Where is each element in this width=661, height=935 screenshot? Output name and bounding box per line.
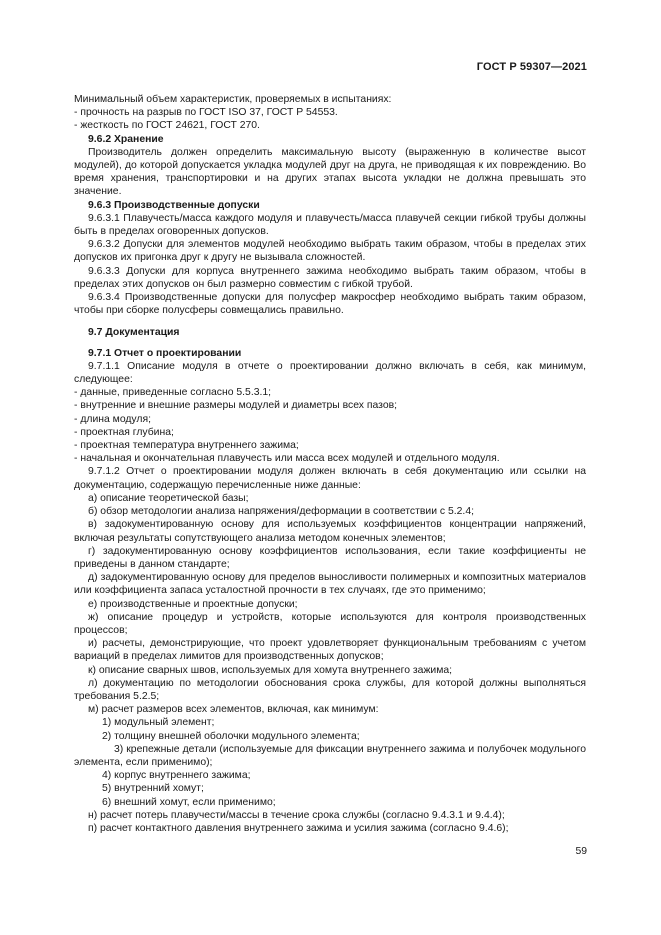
list-item: е) производственные и проектные допуски; [88, 598, 298, 610]
paragraph: 9.7.1.2 Отчет о проектировании модуля должен включать в себя документацию или ссылки на документацию, содержащую перечисленные ниже данные: [74, 466, 586, 491]
paragraph: Производитель должен определить максимальную высоту (выраженную в количестве высот модулей), до которой допускается укладка модулей друг на друга, не приводящая к их повреждению. Во время хранения, транспортировки и на других этапах высота укладки не должна превышать это значение. [74, 146, 586, 198]
page-number: 59 [575, 846, 587, 857]
list-item: п) расчет контактного давления внутреннего зажима и усилия зажима (согласно 9.4.6); [88, 822, 509, 834]
sub-list-item: 6) внешний хомут, если применимо; [102, 796, 276, 808]
list-item: - данные, приведенные согласно 5.5.3.1; [74, 387, 272, 399]
list-item: м) расчет размеров всех элементов, включая, как минимум: [88, 704, 379, 716]
list-item: д) задокументированную основу для пределов выносливости полимерных и композитных материалов или коэффициента запаса усталостной прочности в тех случаях, где это применимо; [74, 572, 586, 597]
list-item: л) документацию по методологии обоснования срока службы, для которой должны выполняться требования 5.2.5; [74, 677, 586, 702]
list-item: - проектная температура внутреннего зажима; [74, 440, 299, 452]
section-heading: 9.6.3 Производственные допуски [88, 199, 260, 211]
sub-list-item: 1) модульный элемент; [102, 717, 215, 729]
list-item: - внутренние и внешние размеры модулей и диаметры всех пазов; [74, 400, 398, 412]
list-item: - начальная и окончательная плавучесть или масса всех модулей и отдельного модуля. [74, 453, 500, 465]
list-item: - длина модуля; [74, 413, 151, 425]
list-item: к) описание сварных швов, используемых для хомута внутреннего зажима; [88, 664, 453, 676]
section-heading: 9.7.1 Отчет о проектировании [88, 347, 242, 359]
list-item: в) задокументированную основу для используемых коэффициентов концентрации напряжений, включая результаты сопутствующего анализа методом конечных элементов; [74, 519, 586, 544]
section-heading: 9.6.2 Хранение [88, 133, 164, 145]
document-body [74, 93, 586, 835]
list-item: - прочность на разрыв по ГОСТ ISO 37, ГОСТ Р 54553. [74, 107, 338, 119]
sub-list-item: 5) внутренний хомут; [102, 783, 204, 795]
list-item: ж) описание процедур и устройств, которые используются для контроля производственных процессов; [74, 611, 586, 636]
list-item: - жесткость по ГОСТ 24621, ГОСТ 270. [74, 120, 260, 132]
sub-list-item: 4) корпус внутреннего зажима; [102, 770, 251, 782]
sub-list-item: 3) крепежные детали (используемые для фиксации внутреннего зажима и полубочек модульного элемента, если применимо); [74, 743, 586, 768]
paragraph: 9.7.1.1 Описание модуля в отчете о проектировании должно включать в себя, как минимум, следующее: [74, 360, 586, 386]
list-item: б) обзор методологии анализа напряжения/деформации в соответствии с 5.2.4; [88, 506, 474, 518]
section-heading: 9.7 Документация [88, 327, 180, 339]
document-header: ГОСТ Р 59307—2021 [476, 61, 587, 73]
paragraph: 9.6.3.3 Допуски для корпуса внутреннего зажима необходимо выбрать таким образом, чтобы в пределах этих допусков он был размерно совместим с гибкой трубой. [74, 265, 586, 290]
list-item: н) расчет потерь плавучести/массы в течение срока службы (согласно 9.4.3.1 и 9.4.4); [88, 809, 505, 821]
paragraph: Минимальный объем характеристик, проверяемых в испытаниях: [74, 94, 392, 105]
list-item: - проектная глубина; [74, 426, 174, 438]
paragraph: 9.6.3.1 Плавучесть/масса каждого модуля и плавучесть/масса плавучей секции гибкой трубы должны быть в пределах оговоренных допусков. [74, 212, 586, 238]
list-item: а) описание теоретической базы; [88, 492, 249, 504]
sub-list-item: 2) толщину внешней оболочки модульного элемента; [102, 730, 360, 742]
list-item: и) расчеты, демонстрирующие, что проект удовлетворяет функциональным требованиям с учетом вариаций в пределах лимитов для производственных допусков; [74, 638, 586, 663]
list-item: г) задокументированную основу коэффициентов использования, если такие коэффициенты не приведены в данном стандарте; [74, 545, 586, 570]
paragraph: 9.6.3.4 Производственные допуски для полусфер макросфер необходимо выбрать таким образом, чтобы при сборке полусферы совмещались правильно. [74, 292, 586, 317]
paragraph: 9.6.3.2 Допуски для элементов модулей необходимо выбрать таким образом, чтобы в пределах этих допусков их пригонка друг к другу не вызывала сложностей. [74, 239, 586, 264]
